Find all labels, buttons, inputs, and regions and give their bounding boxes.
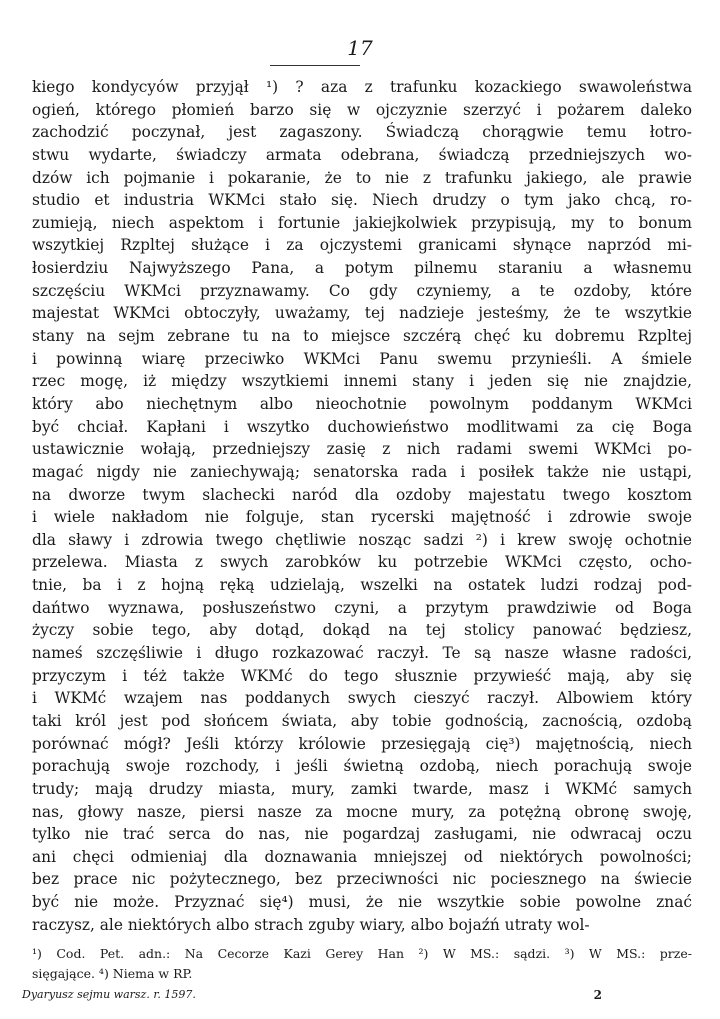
text-line: porównać mógł? Jeśli którzy królowie przesięgają cię³) majętnością, niech (32, 734, 692, 753)
text-line: ustawicznie wołają, przedniejszy zasię z nich radami swemi WKMci po- (32, 440, 692, 459)
footnotes (32, 944, 692, 984)
text-line: dańtwo wyznawa, posłuszeństwo czyni, a przytym prawdziwie od Boga (32, 598, 692, 617)
text-line: dla sławy i zdrowia twego chętliwie nosząc sadzi ²) i krew swoję ochotnie (32, 530, 692, 549)
text-line: być chciał. Kapłani i wszytko duchowieństwo modlitwami za cię Boga (32, 417, 692, 436)
text-line: i wiele nakładom nie folguje, stan rycerski majętność i zdrowie swoje (32, 508, 692, 527)
text-line: ogień, którego płomień barzo się w ojczyznie szerzyć i pożarem daleko (32, 100, 692, 119)
text-line: porachują swoje rozchody, i jeśli świetną ozdobą, niech porachują swoje (32, 757, 692, 776)
text-line: łosierdziu Najwyższego Pana, a potym pilnemu staraniu a własnemu (32, 259, 692, 278)
footnote-line: ¹) Cod. Pet. adn.: Na Cecorze Kazi Gerey Han ²) W MS.: sądzi. ³) W MS.: prze- (32, 946, 692, 961)
text-line: trudy; mają drudzy miasta, mury, zamki twarde, masz i WKMć samych (32, 779, 692, 798)
text-line: tylko nie trać serca do nas, nie pogardzaj zasługami, nie odwracaj oczu (32, 825, 692, 844)
footnote-line: sięgające. ⁴) Niema w RP. (32, 966, 193, 981)
imprint-line: Dyaryusz sejmu warsz. r. 1597. (22, 988, 196, 1001)
text-line: zumieją, niech aspektom i fortunie jakiejkolwiek przypisują, my to bonum (32, 213, 692, 232)
body-text (32, 76, 692, 936)
text-line: który abo niechętnym albo nieochotnie powolnym poddanym WKMci (32, 394, 692, 413)
text-line: nameś szczęśliwie i długo rozkazować raczył. Te są nasze własne radości, (32, 644, 692, 663)
text-line: majestat WKMci obtoczyły, uważamy, tej nadzieje jesteśmy, że te wszytkie (32, 304, 692, 323)
sheet-signature: 2 (593, 988, 602, 1002)
text-line: być nie może. Przyznać się⁴) musi, że nie wszytkie sobie powolne znać (32, 893, 692, 912)
text-line: dzów ich pojmanie i pokaranie, że to nie z trafunku jakiego, ale prawie (32, 168, 692, 187)
header-rule (270, 65, 360, 66)
text-line: i powinną wiarę przeciwko WKMci Panu swemu przynieśli. A śmiele (32, 349, 692, 368)
text-line: na dworze twym slachecki naród dla ozdoby majestatu twego kosztom (32, 485, 692, 504)
text-line: rzec mogę, iż między wszytkiemi innemi stany i jeden się nie znajdzie, (32, 372, 692, 391)
text-line: bez prace nic pożytecznego, bez przeciwności nic pociesznego na świecie (32, 870, 692, 889)
text-line: ani chęci odmieniaj dla doznawania mniejszej od niektórych powolności; (32, 847, 692, 866)
page-number: 17 (347, 36, 373, 60)
text-line: wszytkiej Rzpltej służące i za ojczystemi granicami słynące naprzód mi- (32, 236, 692, 255)
text-line: nas, głowy nasze, piersi nasze za mocne mury, za potężną obronę swoję, (32, 802, 692, 821)
text-line: szczęściu WKMci przyznawamy. Co gdy czyniemy, a te ozdoby, które (32, 281, 692, 300)
text-line: studio et industria WKMci stało się. Niech drudzy o tym jako chcą, ro- (32, 191, 692, 210)
text-line: zachodzić poczynał, jest zagaszony. Świadczą chorągwie temu łotro- (32, 123, 692, 142)
text-line: raczysz, ale niektórych albo strach zguby wiary, albo bojaźń utraty wol- (32, 915, 590, 934)
text-line: życzy sobie tego, aby dotąd, dokąd na tej stolicy panować będziesz, (32, 621, 692, 640)
text-line: i WKMć wzajem nas poddanych swych cieszyć raczył. Albowiem który (32, 689, 692, 708)
text-line: tnie, ba i z hojną ręką udzielają, wszelki na ostatek ludzi rodzaj pod- (32, 576, 692, 595)
text-line: magać nigdy nie zaniechywają; senatorska rada i posiłek także nie ustąpi, (32, 462, 692, 481)
text-line: stwu wydarte, świadczy armata odebrana, świadczą przedniejszych wo- (32, 145, 692, 164)
text-line: przyczym i téż także WKMć do tego słusznie przywieść mają, aby się (32, 666, 692, 685)
text-line: taki król jest pod słońcem świata, aby tobie godnością, zacnością, ozdobą (32, 711, 692, 730)
text-line: przelewa. Miasta z swych zarobków ku potrzebie WKMci często, ocho- (32, 553, 692, 572)
text-line: stany na sejm zebrane tu na to miejsce szczérą chęć ku dobremu Rzpltej (32, 327, 692, 346)
text-line: kiego kondycyów przyjął ¹) ? aza z trafunku kozackiego swawoleństwa (32, 78, 692, 96)
